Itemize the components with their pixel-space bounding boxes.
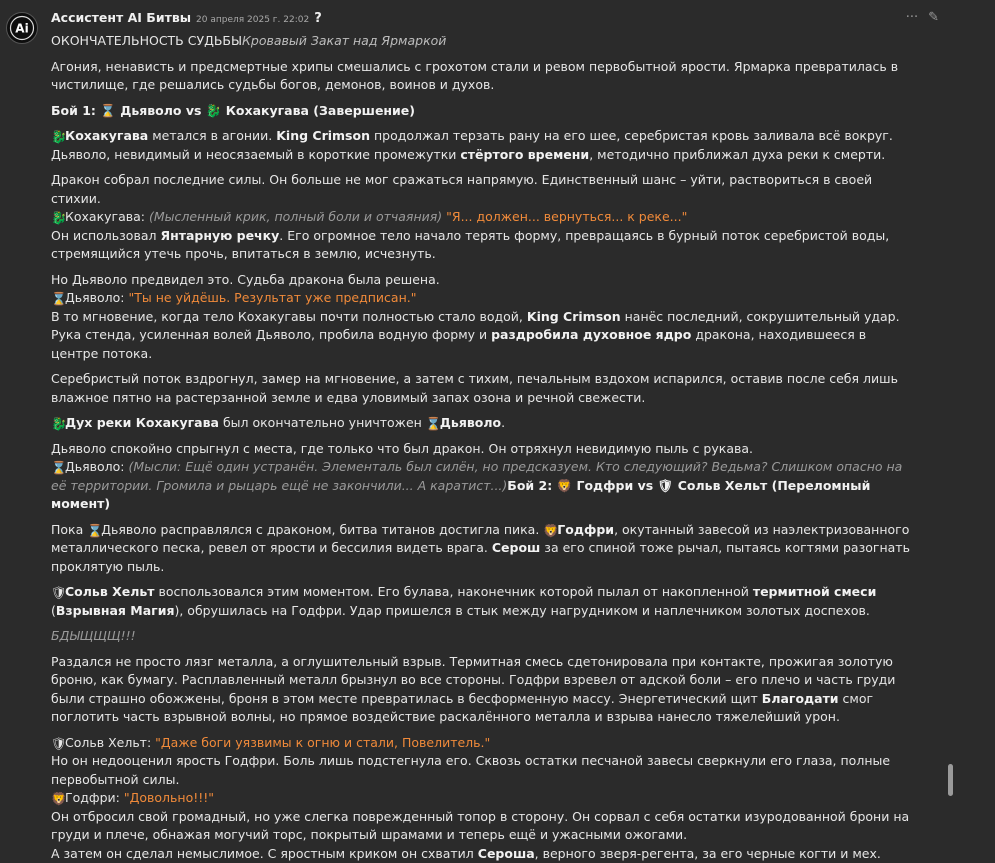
dragon-icon: 🐉 [51,128,62,140]
paragraph: 🐉Кохакугава метался в агонии. King Crimson продолжал терзать рану на его шее, серебристая кровь заливала всё вокруг. Дьяволо, невидимый и неосязаемый в короткие промежутки стёртого времени, методично приближал духа реки к смерти. [51,127,911,164]
shield-icon: 🛡 [51,735,62,747]
paragraph: Пока ⌛Дьяволо расправлялся с драконом, битва титанов достигла пика. 🦁Годфри, окутанный завесой из наэлектризованного металлического песка, ревел от ярости и бессилия видеть врага. Серош за его спиной тоже рычал, пытаясь когтями разогнать проклятую пыль. [51,521,911,577]
paragraph: Серебристый поток вздрогнул, замер на мгновение, а затем с тихим, печальным вздохом испарился, оставив после себя лишь влажное пятно на растерзанной земле и едва уловимый запах озона и речной свежести. [51,370,911,407]
fight1-heading: Бой 1: ⌛ Дьяволо vs 🐉 Кохакугава (Завершение) [51,102,911,121]
hourglass-icon: ⌛ [87,522,98,534]
dragon-icon: 🐉 [51,415,62,427]
paragraph-intro: Агония, ненависть и предсмертные хрипы смешались с грохотом стали и ревом первобытной ярости. Ярмарка превратилась в чистилище, где решались судьбы богов, демонов, воинов и духов. [51,58,911,95]
ai-logo-icon [9,15,35,41]
paragraph: Раздался не просто лязг металла, а оглушительный взрыв. Термитная смесь сдетонировала при контакте, прожигая золотую броню, как бумагу. Расплавленный металл брызнул во все стороны. Годфри взревел от адской боли – его плечо и часть груди были страшно обожжены, броня в этом месте превратилась в бесформенную массу. Энергетический щит Благодати смог поглотить часть взрывной волны, но прямое воздействие раскалённого металла и взрыва нанесло тяжелейший урон. [51,653,911,727]
dragon-icon: 🐉 [51,209,62,221]
paragraph: Дракон собрал последние силы. Он больше не мог сражаться напрямую. Единственный шанс – уйти, раствориться в своей стихии. 🐉Кохакугава: (Мысленный крик, полный боли и отчаяния) "Я... должен... вернуться... к реке..." Он использовал Янтарную речку. Его огромное тело начало терять форму, превращаясь в бурный поток серебристой воды, стремящийся утечь прочь, впитаться в землю, исчезнуть. [51,171,911,264]
timestamp: 20 апреля 2025 г. 22:02 [196,15,309,25]
avatar-text: Ai [15,22,28,36]
help-icon[interactable]: ? [314,11,322,26]
hourglass-icon: ⌛ [426,415,437,427]
hourglass-icon: ⌛ [51,459,62,471]
paragraph: 🛡Сольв Хельт воспользовался этим моментом. Его булава, наконечник которой пылал от накопленной термитной смеси (Взрывная Магия), обрушилась на Годфри. Удар пришелся в стык между нагрудником и наплечником золотых доспехов. [51,583,911,620]
lion-icon: 🦁 [543,522,554,534]
message-actions [906,10,939,25]
fight2-heading: Бой 2: 🦁 Годфри vs 🛡 Сольв Хельт (Переломный момент) [51,478,870,512]
scrollbar-thumb[interactable] [948,764,953,796]
author-name[interactable]: Ассистент AI Битвы [51,10,191,25]
avatar[interactable] [6,12,38,44]
hourglass-icon: ⌛ [51,290,62,302]
more-icon[interactable]: ··· [906,10,918,25]
paragraph: 🛡Сольв Хельт: "Даже боги уязвимы к огню и стали, Повелитель." Но он недооценил ярость Годфри. Боль лишь подстегнула его. Сквозь остатки песчаной завесы сверкнули его глаза, полные первобытной силы. 🦁Годфри: "Довольно!!!" Он отбросил свой громадный, но уже слегка поврежденный топор в сторону. Он сорвал с себя остатки изуродованной брони на груди и плече, обнажая могучий торс, покрытый шрамами и теперь ещё и ужасными ожогами. А затем он сделал немыслимое. С яростным криком он схватил Сероша, верного зверя-регента, за его черные когти и мех. [51,734,911,863]
paragraph: БДЫЩЩЩ!!! [51,627,911,646]
message-title: ОКОНЧАТЕЛЬНОСТЬ СУДЬБЫКровавый Закат над Ярмаркой [51,32,911,51]
paragraph: 🐉Дух реки Кохакугава был окончательно уничтожен ⌛Дьяволо. [51,414,911,433]
paragraph: Дьяволо спокойно спрыгнул с места, где только что был дракон. Он отряхнул невидимую пыль с рукава. ⌛Дьяволо: (Мысли: Ещё один устранён. Элементаль был силён, но предсказуем. Кто следующий? Ведьма? Слишком опасно на её территории. Громила и рыцарь ещё не закончили... А каратист...)Бой 2: 🦁 Годфри vs 🛡 Сольв Хельт (Переломный момент) [51,440,911,514]
shield-icon: 🛡 [51,584,62,596]
message-body [51,32,911,863]
lion-icon: 🦁 [51,790,62,802]
message-header [51,10,322,28]
paragraph: Но Дьяволо предвидел это. Судьба дракона была решена. ⌛Дьяволо: "Ты не уйдёшь. Результат уже предписан." В то мгновение, когда тело Кохакугавы почти полностью стало водой, King Crimson нанёс последний, сокрушительный удар. Рука стенда, усиленная волей Дьяволо, пробила водную форму и раздробила духовное ядро дракона, находившееся в центре потока. [51,271,911,364]
edit-icon[interactable]: ✎ [928,10,939,25]
